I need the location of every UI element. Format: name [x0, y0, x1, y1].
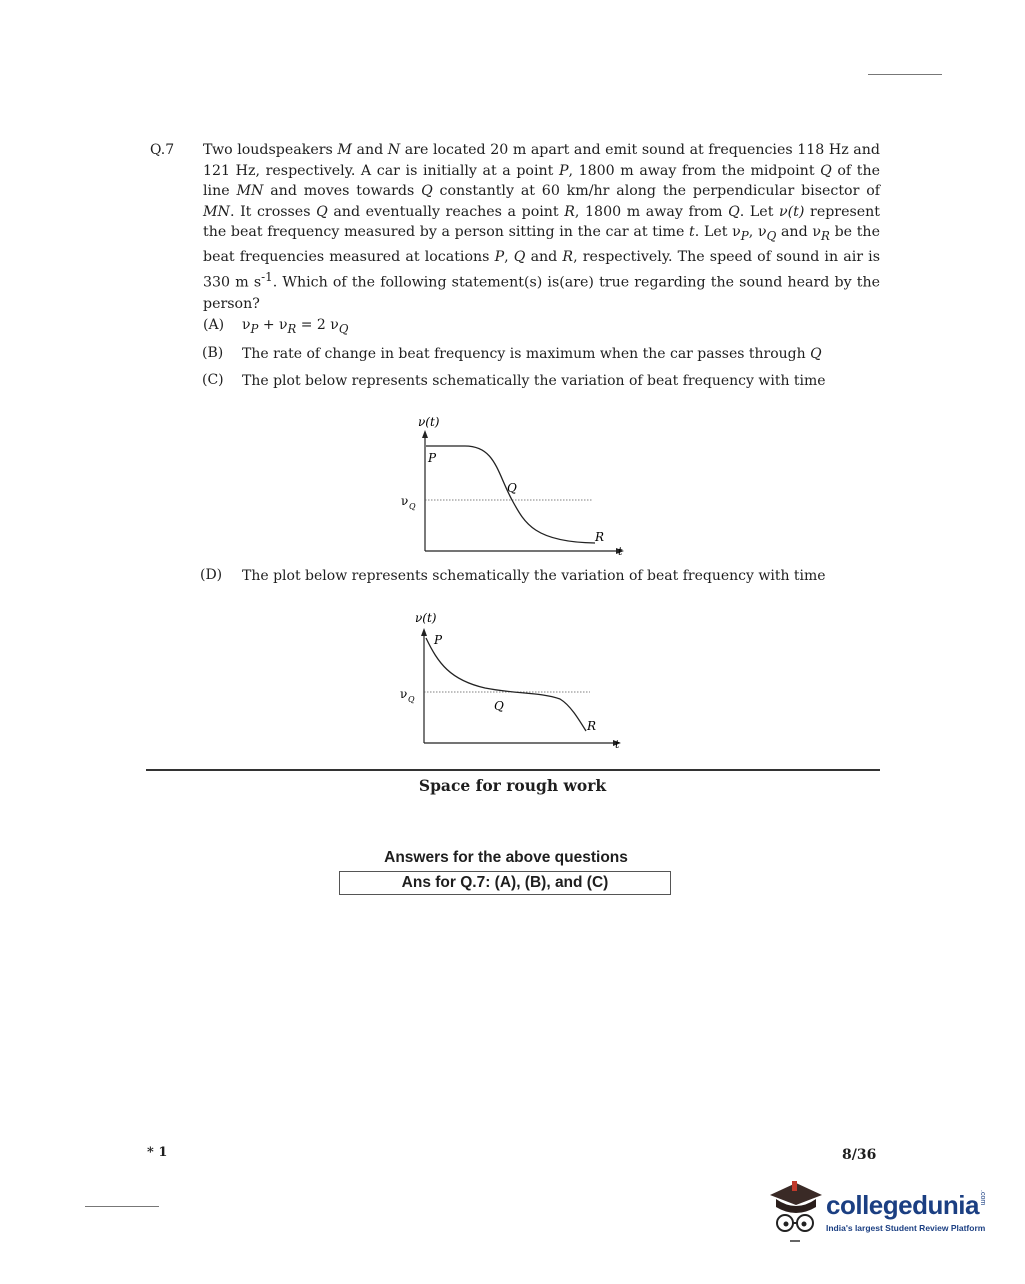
header-rule	[868, 74, 942, 75]
graph-c-ylabel: ν(t)	[418, 415, 440, 429]
graph-d-ylabel: ν(t)	[415, 611, 437, 625]
graph-d-p-label: P	[434, 633, 443, 647]
graph-c-vq-sub: Q	[409, 502, 416, 511]
option-c-letter: (C)	[202, 372, 224, 388]
graph-c-q-label: Q	[507, 481, 517, 495]
question-text: Two loudspeakers M and N are located 20 m apart and emit sound at frequencies 118 Hz and 121 Hz, respectively. A car is initially at a point P, 1800 m away from the midpoint Q of the line MN and moves towards Q constantly at 60 km/hr along the perpendicular bisector of MN. It crosses Q and eventually reaches a point R, 1800 m away from Q. Let ν(t) represent the beat frequency measured by a person sitting in the car at time t. Let $\nu_P$, $\nu_Q$ and $\nu_R$ be the beat frequencies measured at locations P, Q and R, respectively. The speed of sound in air is 330 m $s^{-1}$. Which of the following statement(s) is(are) true regarding the sound heard by the person?	[203, 142, 881, 312]
brand-logo	[826, 1190, 986, 1233]
footer-rule	[85, 1206, 159, 1207]
graph-c-t-label: t	[618, 545, 623, 558]
option-b-text: The rate of change in beat frequency is maximum when the car passes through Q	[242, 346, 822, 362]
rough-work-label: Space for rough work	[418, 776, 607, 795]
graph-c-y-arrow	[422, 430, 428, 438]
option-d-letter: (D)	[200, 567, 223, 583]
option-a-letter: (A)	[203, 317, 225, 333]
graph-d-t-label: t	[615, 738, 620, 751]
graph-c-r-label: R	[595, 530, 605, 544]
option-b-letter: (B)	[202, 345, 224, 361]
question-number: Q.7	[150, 142, 175, 158]
option-d-text: The plot below represents schematically the variation of beat frequency with time	[242, 568, 826, 584]
graph-c	[390, 412, 640, 562]
option-c-text: The plot below represents schematically the variation of beat frequency with time	[242, 373, 826, 389]
mascot-icon	[766, 1177, 826, 1247]
graph-d	[390, 608, 640, 758]
graph-c-p-label: P	[428, 451, 437, 465]
brand-name: collegedunia	[826, 1190, 979, 1220]
graph-d-y-arrow	[421, 628, 427, 636]
page-number: 8/36	[842, 1147, 877, 1163]
rough-work-rule	[146, 769, 880, 771]
brand-com: .com	[978, 1190, 986, 1206]
graph-d-vq-sub: Q	[408, 695, 415, 704]
answer-q7: Ans for Q.7: (A), (B), and (C)	[339, 871, 671, 895]
graph-d-r-label: R	[587, 719, 597, 733]
graph-d-q-label: Q	[494, 699, 504, 713]
graph-c-vq-label: ν	[401, 494, 409, 508]
graph-d-vq-label: ν	[400, 687, 408, 701]
option-a-text: $\nu_P + \nu_R = 2$ $\nu_Q$	[242, 317, 349, 336]
graph-d-curve	[426, 638, 586, 731]
answers-heading: Answers for the above questions	[384, 849, 628, 866]
brand-tagline: India's largest Student Review Platform	[826, 1223, 986, 1233]
footer-marker: * 1	[147, 1145, 168, 1160]
